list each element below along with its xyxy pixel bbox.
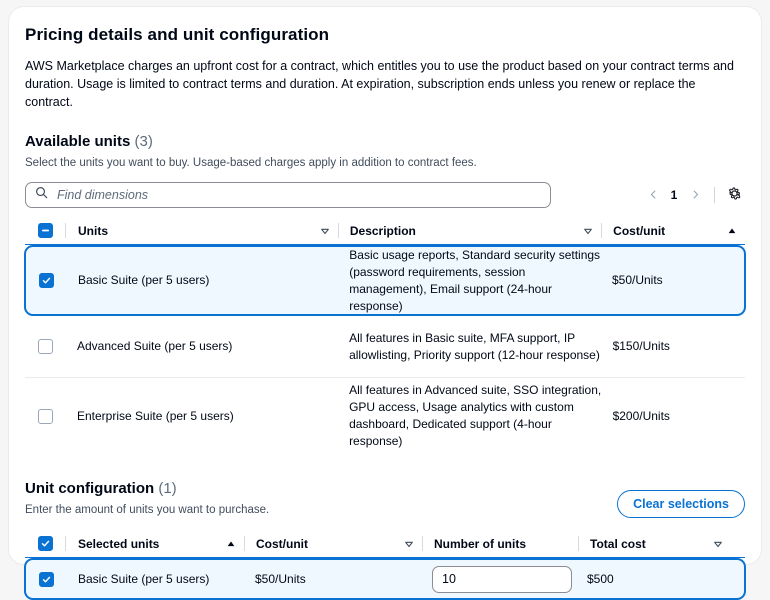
row-select-cell <box>26 273 66 288</box>
pagination <box>642 184 745 206</box>
table-row[interactable] <box>24 558 746 600</box>
pagination-previous-button[interactable] <box>642 184 664 206</box>
clear-selections-button[interactable]: Clear selections <box>617 490 745 518</box>
cell-text: Basic Suite (per 5 users) <box>78 571 210 586</box>
sort-icon-total-cost <box>713 539 723 549</box>
available-units-title <box>25 133 477 151</box>
column-label: Cost/unit <box>256 536 308 551</box>
column-header-cost-unit[interactable] <box>602 217 745 244</box>
pagination-current-page[interactable]: 1 <box>670 188 678 202</box>
available-units-subtitle: Select the units you want to buy. Usage-based charges apply in addition to contract fees. <box>25 157 477 169</box>
unit-configuration-table-header <box>25 530 745 558</box>
sort-icon-cost-unit <box>404 539 414 549</box>
unit-configuration-section-header <box>25 480 745 518</box>
number-of-units-input[interactable] <box>432 566 572 593</box>
cell-cost <box>602 408 745 425</box>
unit-configuration-subtitle: Enter the amount of units you want to purchase. <box>25 504 270 516</box>
table-preferences-button[interactable] <box>723 184 745 206</box>
search-icon <box>35 186 48 204</box>
cell-text: $150/Units <box>612 339 670 353</box>
cell-text: Advanced Suite (per 5 users) <box>77 339 233 353</box>
cell-text: $200/Units <box>612 408 670 423</box>
table-row[interactable] <box>25 378 745 454</box>
column-label: Total cost <box>590 536 646 551</box>
cell-description <box>338 330 602 364</box>
unit-configuration-count: (1) <box>158 480 177 497</box>
cell-total-cost <box>576 571 728 588</box>
sort-icon-selected-units-ascending <box>226 539 236 549</box>
cell-selected-units <box>66 571 244 588</box>
cell-units <box>65 338 338 355</box>
page-description: AWS Marketplace charges an upfront cost for a contract, which entitles you to use the product based on your contract terms and duration. Usage is limited to contract terms and duration. At expiration, subscription ends unless you renew or replace the contract. <box>25 59 734 109</box>
page-title: Pricing details and unit configuration <box>25 25 330 44</box>
column-header-selected-units[interactable] <box>66 530 244 557</box>
column-label: Description <box>349 223 416 238</box>
pagination-divider <box>714 187 715 203</box>
cell-cost <box>602 338 745 355</box>
unit-configuration-heading: Unit configuration <box>25 480 155 497</box>
table-row[interactable] <box>24 245 746 316</box>
select-all-checkbox[interactable] <box>38 536 53 551</box>
cell-text: $500 <box>587 571 614 586</box>
gear-icon <box>727 186 742 204</box>
cell-units <box>66 272 338 289</box>
available-units-heading: Available units <box>25 133 131 150</box>
cell-text: Basic usage reports, Standard security settings (password requirements, session management), Email support (24-hour response) <box>349 247 601 313</box>
column-label: Number of units <box>434 536 526 551</box>
cell-description <box>338 247 601 315</box>
available-units-count: (3) <box>134 133 153 150</box>
column-header-units[interactable] <box>66 217 338 244</box>
sort-icon-cost-unit-ascending <box>727 226 737 236</box>
select-all-cell <box>25 223 65 238</box>
cell-description <box>338 382 602 450</box>
cell-text: All features in Advanced suite, SSO integration, GPU access, Usage analytics with custom dashboard, Dedicated support (4-hour response) <box>349 383 602 448</box>
cell-text: All features in Basic suite, MFA support, IP allowlisting, Priority support (12-hour response) <box>349 330 600 362</box>
available-units-table <box>25 217 745 454</box>
chevron-right-icon <box>690 188 701 203</box>
column-header-cost-unit[interactable] <box>245 530 422 557</box>
column-header-number-of-units[interactable] <box>423 530 578 557</box>
column-header-total-cost[interactable] <box>579 530 731 557</box>
cell-cost <box>244 571 421 588</box>
table-row[interactable] <box>25 316 745 378</box>
search-dimensions-box[interactable] <box>25 182 551 208</box>
search-input[interactable] <box>55 187 541 203</box>
row-checkbox[interactable] <box>39 273 54 288</box>
row-checkbox[interactable] <box>39 572 54 587</box>
pagination-next-button[interactable] <box>684 184 706 206</box>
cell-text: Enterprise Suite (per 5 users) <box>77 408 234 423</box>
cell-cost <box>601 272 744 289</box>
pricing-details-card <box>8 6 762 586</box>
unit-configuration-table <box>25 530 745 600</box>
cell-text: Basic Suite (per 5 users) <box>78 273 210 287</box>
chevron-left-icon <box>648 188 659 203</box>
cell-text: $50/Units <box>611 273 663 287</box>
select-all-cell <box>25 536 65 551</box>
cell-number-of-units <box>421 566 576 593</box>
row-select-cell <box>25 409 65 424</box>
available-units-table-header <box>25 217 745 245</box>
row-select-cell <box>25 339 65 354</box>
column-header-description[interactable] <box>339 217 601 244</box>
available-units-toolbar <box>25 182 745 208</box>
unit-configuration-title <box>25 480 269 498</box>
available-units-section-header <box>25 133 745 171</box>
row-select-cell <box>26 572 66 587</box>
row-checkbox[interactable] <box>38 409 53 424</box>
select-all-checkbox[interactable] <box>38 223 53 238</box>
column-label: Cost/unit <box>613 223 666 238</box>
cell-units <box>65 408 338 425</box>
column-label: Units <box>78 223 108 238</box>
sort-icon-description <box>583 226 593 236</box>
sort-icon-units <box>320 226 330 236</box>
column-label: Selected units <box>78 536 160 551</box>
cell-text: $50/Units <box>255 571 306 586</box>
row-checkbox[interactable] <box>38 339 53 354</box>
